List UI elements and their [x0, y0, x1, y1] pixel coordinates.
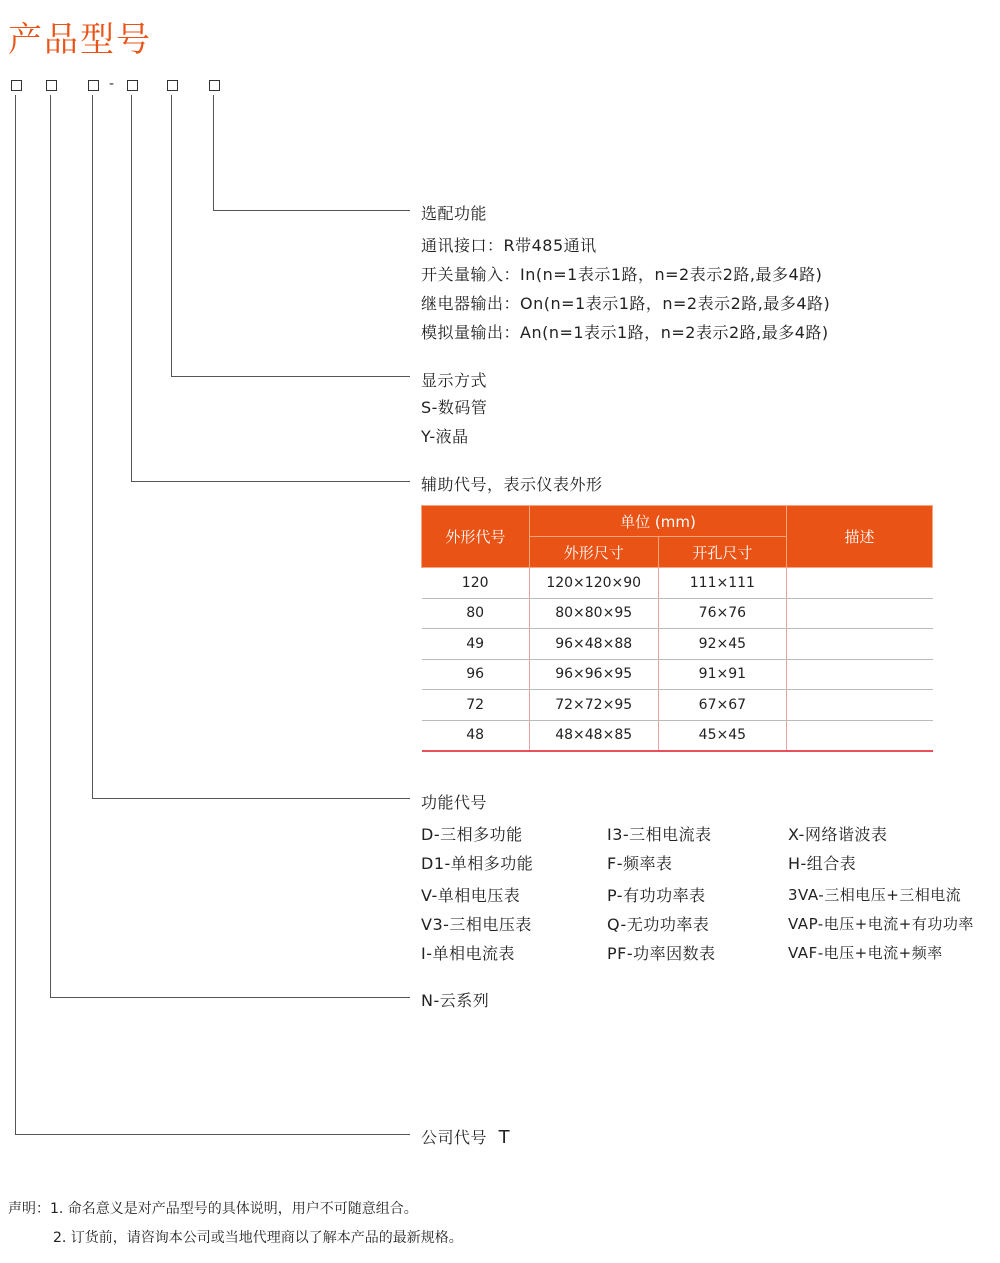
table-header-hole: 开孔尺寸 — [658, 537, 787, 568]
function-item: 3VA-三相电压+三相电流 — [788, 886, 962, 904]
connector-h-optional — [213, 210, 410, 211]
connector-h-aux — [131, 481, 410, 482]
cell-desc — [787, 629, 933, 660]
shape-spec-table — [421, 505, 933, 752]
function-item: VAF-电压+电流+频率 — [788, 944, 943, 962]
optional-item: 继电器输出：On(n=1表示1路，n=2表示2路,最多4路) — [421, 294, 831, 313]
connector-v-series — [50, 95, 51, 998]
cell-code: 96 — [422, 659, 530, 690]
cell-code: 49 — [422, 629, 530, 660]
cell-desc — [787, 598, 933, 629]
note-line-2: 2. 订货前，请咨询本公司或当地代理商以了解本产品的最新规格。 — [53, 1230, 463, 1246]
function-item: H-组合表 — [788, 854, 857, 873]
connector-v-display — [171, 95, 172, 377]
cell-size: 96×48×88 — [529, 629, 658, 660]
cell-code: 72 — [422, 690, 530, 721]
function-item: P-有功功率表 — [607, 886, 706, 905]
optional-item: 通讯接口：R带485通讯 — [421, 236, 597, 255]
table-header-shape: 外形代号 — [422, 506, 530, 568]
connector-v-function — [92, 95, 93, 799]
cell-size: 72×72×95 — [529, 690, 658, 721]
cell-hole: 76×76 — [658, 598, 787, 629]
cell-hole: 91×91 — [658, 659, 787, 690]
table-header-unit: 单位 (mm) — [529, 506, 786, 537]
company-heading — [421, 1125, 510, 1148]
code-box-1 — [11, 80, 22, 91]
connector-h-company — [15, 1134, 410, 1135]
cell-size: 96×96×95 — [529, 659, 658, 690]
table-header-size: 外形尺寸 — [529, 537, 658, 568]
table-row — [422, 720, 933, 751]
cell-hole: 67×67 — [658, 690, 787, 721]
code-dash: - — [109, 76, 115, 92]
page-title: 产品型号 — [8, 20, 152, 60]
aux-heading: 辅助代号，表示仪表外形 — [421, 475, 603, 494]
cell-desc — [787, 690, 933, 721]
table-row — [422, 659, 933, 690]
cell-hole: 111×111 — [658, 568, 787, 599]
series-heading: N-云系列 — [421, 991, 490, 1010]
function-item: PF-功率因数表 — [607, 944, 716, 963]
cell-desc — [787, 720, 933, 751]
note-line-1: 声明：1. 命名意义是对产品型号的具体说明，用户不可随意组合。 — [8, 1201, 418, 1217]
cell-size: 80×80×95 — [529, 598, 658, 629]
connector-v-optional — [213, 95, 214, 211]
table-header-desc: 描述 — [787, 506, 933, 568]
table-row — [422, 629, 933, 660]
function-item: F-频率表 — [607, 854, 673, 873]
cell-code: 80 — [422, 598, 530, 629]
function-item: V3-三相电压表 — [421, 915, 532, 934]
company-label: 公司代号 — [421, 1128, 488, 1147]
function-item: D-三相多功能 — [421, 825, 523, 844]
code-box-4 — [127, 80, 138, 91]
connector-h-function — [92, 798, 410, 799]
function-item: VAP-电压+电流+有功功率 — [788, 915, 974, 933]
optional-heading: 选配功能 — [421, 204, 488, 223]
cell-code: 48 — [422, 720, 530, 751]
display-item: S-数码管 — [421, 398, 488, 417]
cell-size: 48×48×85 — [529, 720, 658, 751]
function-heading: 功能代号 — [421, 793, 488, 812]
connector-v-aux — [131, 95, 132, 482]
function-item: X-网络谐波表 — [788, 825, 888, 844]
optional-item: 模拟量输出：An(n=1表示1路，n=2表示2路,最多4路) — [421, 323, 829, 342]
table-row — [422, 568, 933, 599]
function-item: V-单相电压表 — [421, 886, 521, 905]
table-row — [422, 690, 933, 721]
function-item: I-单相电流表 — [421, 944, 515, 963]
company-code: T — [498, 1127, 511, 1148]
cell-code: 120 — [422, 568, 530, 599]
code-box-6 — [209, 80, 220, 91]
cell-hole: 92×45 — [658, 629, 787, 660]
function-item: Q-无功功率表 — [607, 915, 710, 934]
connector-v-company — [15, 95, 16, 1135]
function-item: D1-单相多功能 — [421, 854, 534, 873]
connector-h-display — [171, 376, 410, 377]
cell-desc — [787, 568, 933, 599]
code-box-5 — [167, 80, 178, 91]
display-item: Y-液晶 — [421, 427, 469, 446]
optional-item: 开关量输入：In(n=1表示1路，n=2表示2路,最多4路) — [421, 265, 823, 284]
cell-size: 120×120×90 — [529, 568, 658, 599]
table-row — [422, 598, 933, 629]
code-box-2 — [46, 80, 57, 91]
code-box-3 — [88, 80, 99, 91]
cell-desc — [787, 659, 933, 690]
display-heading: 显示方式 — [421, 371, 488, 390]
function-item: I3-三相电流表 — [607, 825, 712, 844]
connector-h-series — [50, 997, 410, 998]
cell-hole: 45×45 — [658, 720, 787, 751]
